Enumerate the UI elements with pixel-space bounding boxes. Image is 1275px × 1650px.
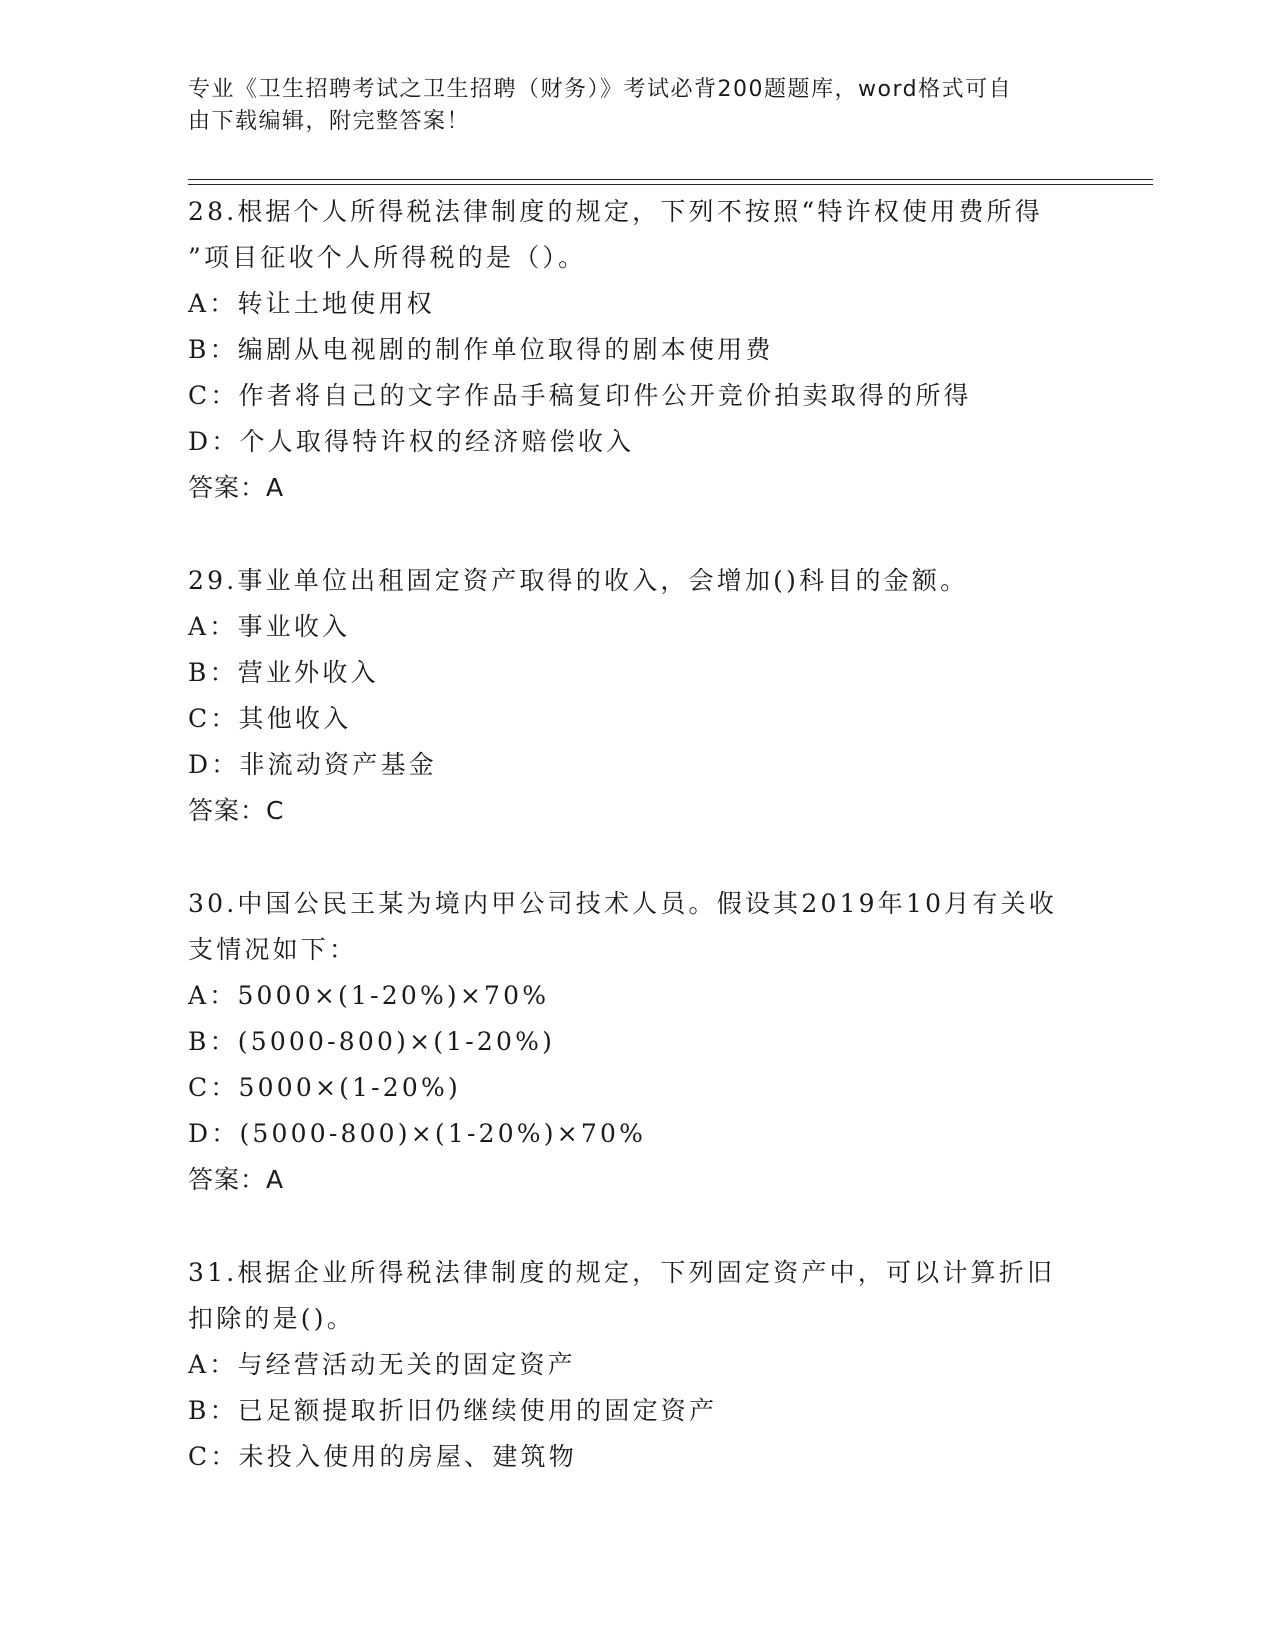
header-line-2: 由下载编辑，附完整答案！ — [188, 109, 471, 134]
question-stem-line: 31.根据企业所得税法律制度的规定，下列固定资产中，可以计算折旧 — [188, 1258, 1056, 1287]
option-a: A：事业收入 — [188, 612, 351, 641]
header-divider-top — [188, 179, 1153, 180]
question-stem-line: 30.中国公民王某为境内甲公司技术人员。假设其2019年10月有关收 — [188, 889, 1057, 918]
header-line-1: 专业《卫生招聘考试之卫生招聘（财务）》考试必背200题题库，word格式可自 — [188, 77, 1013, 102]
question-list — [188, 189, 1088, 1527]
option-d: D：非流动资产基金 — [188, 750, 437, 779]
question-stem-line: ”项目征收个人所得税的是（）。 — [188, 243, 587, 272]
question-stem-line: 28.根据个人所得税法律制度的规定，下列不按照“特许权使用费所得 — [188, 197, 1043, 226]
option-a: A：转让土地使用权 — [188, 289, 435, 318]
question-stem — [188, 1250, 1068, 1342]
option-a: A：与经营活动无关的固定资产 — [188, 1350, 576, 1379]
document-header — [188, 74, 1068, 138]
option-a: A：5000×(1-20%)×70% — [188, 981, 550, 1010]
option-d: D：(5000-800)×(1-20%)×70% — [188, 1119, 647, 1148]
question-stem — [188, 189, 1068, 281]
question-stem-line: 29.事业单位出租固定资产取得的收入，会增加()科目的金额。 — [188, 566, 969, 595]
option-b: B：(5000-800)×(1-20%) — [188, 1027, 556, 1056]
question-28 — [188, 189, 1088, 511]
question-31 — [188, 1250, 1088, 1480]
option-c: C：作者将自己的文字作品手稿复印件公开竞价拍卖取得的所得 — [188, 381, 972, 410]
question-stem-line: 支情况如下： — [188, 935, 358, 964]
question-29 — [188, 558, 1088, 834]
question-30 — [188, 881, 1088, 1203]
option-c: C：其他收入 — [188, 704, 352, 733]
question-stem-line: 扣除的是()。 — [188, 1304, 355, 1333]
question-stem — [188, 558, 1068, 604]
option-c: C：未投入使用的房屋、建筑物 — [188, 1442, 577, 1471]
option-b: B：已足额提取折旧仍继续使用的固定资产 — [188, 1396, 718, 1425]
option-d: D：个人取得特许权的经济赔偿收入 — [188, 427, 635, 456]
question-stem — [188, 881, 1068, 973]
answer: 答案：C — [188, 796, 285, 825]
header-divider-bottom — [188, 184, 1153, 185]
answer: 答案：A — [188, 473, 285, 502]
answer: 答案：A — [188, 1165, 285, 1194]
option-b: B：编剧从电视剧的制作单位取得的剧本使用费 — [188, 335, 774, 364]
option-c: C：5000×(1-20%) — [188, 1073, 461, 1102]
option-b: B：营业外收入 — [188, 658, 379, 687]
